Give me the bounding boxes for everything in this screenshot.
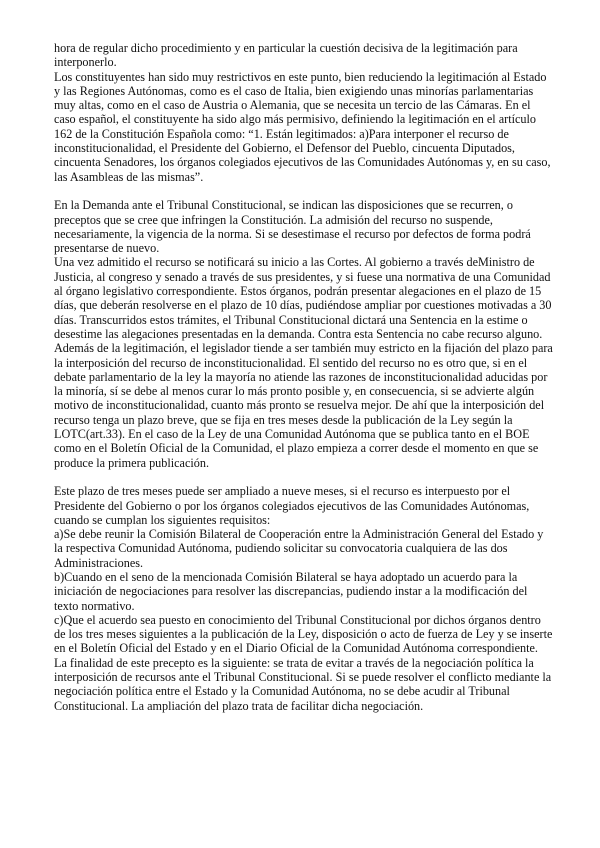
paragraph-plazo-interposicion: Además de la legitimación, el legislador tiende a ser también muy estricto en la fijación del plazo para la interposición del recurso de inconstitucionalidad. El sentido del recurso no es otro que, si en el debate parlamentario de la ley la mayoría no atiende las razones de inconstitucionalidad aducidas por la minoría, sí se debe al menos curar lo más pronto posible y, en consecuencia, si se advierte algún motivo de inconstitucionalidad, cuanto más pronto se resuelva mejor. De ahí que la interposición del recurso tenga un plazo breve, que se fija en tres meses desde la publicación de la Ley según la LOTC(art.33). En el caso de la Ley de una Comunidad Autónoma que se publica tanto en el BOE como en el Boletín Oficial de la Comunidad, el plazo empieza a correr desde el momento en que se produce la primera publicación. <box>54 341 553 470</box>
paragraph-constituyentes: Los constituyentes han sido muy restrictivos en este punto, bien reduciendo la legitimación al Estado y las Regiones Autónomas, como es el caso de Italia, bien exigiendo unas minorías parlamentarias muy altas, como en el caso de Austria o Alemania, que se necesita un tercio de las Cámaras. En el caso español, el constituyente ha sido algo más permisivo, definiendo la legitimación en el artículo 162 de la Constitución Española como: “1. Están legitimados: a)Para interponer el recurso de inconstitucionalidad, el Presidente del Gobierno, el Defensor del Pueblo, cincuenta Diputados, cincuenta Senadores, los órganos colegiados ejecutivos de las Comunidades Autónomas y, en su caso, las Asambleas de las mismas”. <box>54 69 551 184</box>
list-item-requisito-c: c)Que el acuerdo sea puesto en conocimiento del Tribunal Constitucional por dichos órganos dentro de los tres meses siguientes a la publicación de la Ley, disposición o acto de fuerza de Ley y se inserte en el Boletín Oficial del Estado y en el Diario Oficial de la Comunidad Autónoma correspondiente. <box>54 612 553 656</box>
document-body <box>54 41 554 713</box>
list-item-requisito-a: a)Se debe reunir la Comisión Bilateral de Cooperación entre la Administración General del Estado y la respectiva Comunidad Autónoma, pudiendo solicitar su convocatoria cualquiera de las dos Administraciones. <box>54 527 544 570</box>
paragraph-admision-recurso: Una vez admitido el recurso se notificará su inicio a las Cortes. Al gobierno a través deMinistro de Justicia, al congreso y senado a través de sus presidentes, y si fuese una normativa de una Comunidad al órgano legislativo correspondiente. Estos órganos, podrán presentar alegaciones en el plazo de 15 días, que deberán resolverse en el plazo de 10 días, pudiéndose ampliar por cuestiones motivadas a 30 días. Transcurridos estos trámites, el Tribunal Constitucional dictará una Sentencia en la estime o desestime las alegaciones presentadas en la demanda. Contra esta Sentencia no cabe recurso alguno. <box>54 255 552 341</box>
paragraph-gap <box>54 184 554 198</box>
paragraph-finalidad: La finalidad de este precepto es la siguiente: se trata de evitar a través de la negociación política la interposición de recursos ante el Tribunal Constitucional. Si se puede resolver el conflicto mediante la negociación política entre el Estado y la Comunidad Autónoma, no se debe acudir al Tribunal Constitucional. La ampliación del plazo trata de facilitar dicha negociación. <box>54 655 552 713</box>
list-item-requisito-b: b)Cuando en el seno de la mencionada Comisión Bilateral se haya adoptado un acuerdo para la iniciación de negociaciones para resolver las discrepancias, pudiendo instar a la modificación del texto normativo. <box>54 569 528 613</box>
paragraph-gap <box>54 470 554 484</box>
paragraph-demanda: En la Demanda ante el Tribunal Constitucional, se indican las disposiciones que se recurren, o preceptos que se cree que infringen la Constitución. La admisión del recurso no suspende, necesariamente, la vigencia de la norma. Si se desestimase el recurso por defectos de forma podrá presentarse de nuevo. <box>54 198 531 256</box>
paragraph-ampliacion-plazo: Este plazo de tres meses puede ser ampliado a nueve meses, si el recurso es interpuesto por el Presidente del Gobierno o por los órganos colegiados ejecutivos de las Comunidades Autónomas, cuando se cumplan los siguientes requisitos: <box>54 484 530 527</box>
paragraph-legitimacion-intro: hora de regular dicho procedimiento y en particular la cuestión decisiva de la legitimación para interponerlo. <box>54 41 518 70</box>
